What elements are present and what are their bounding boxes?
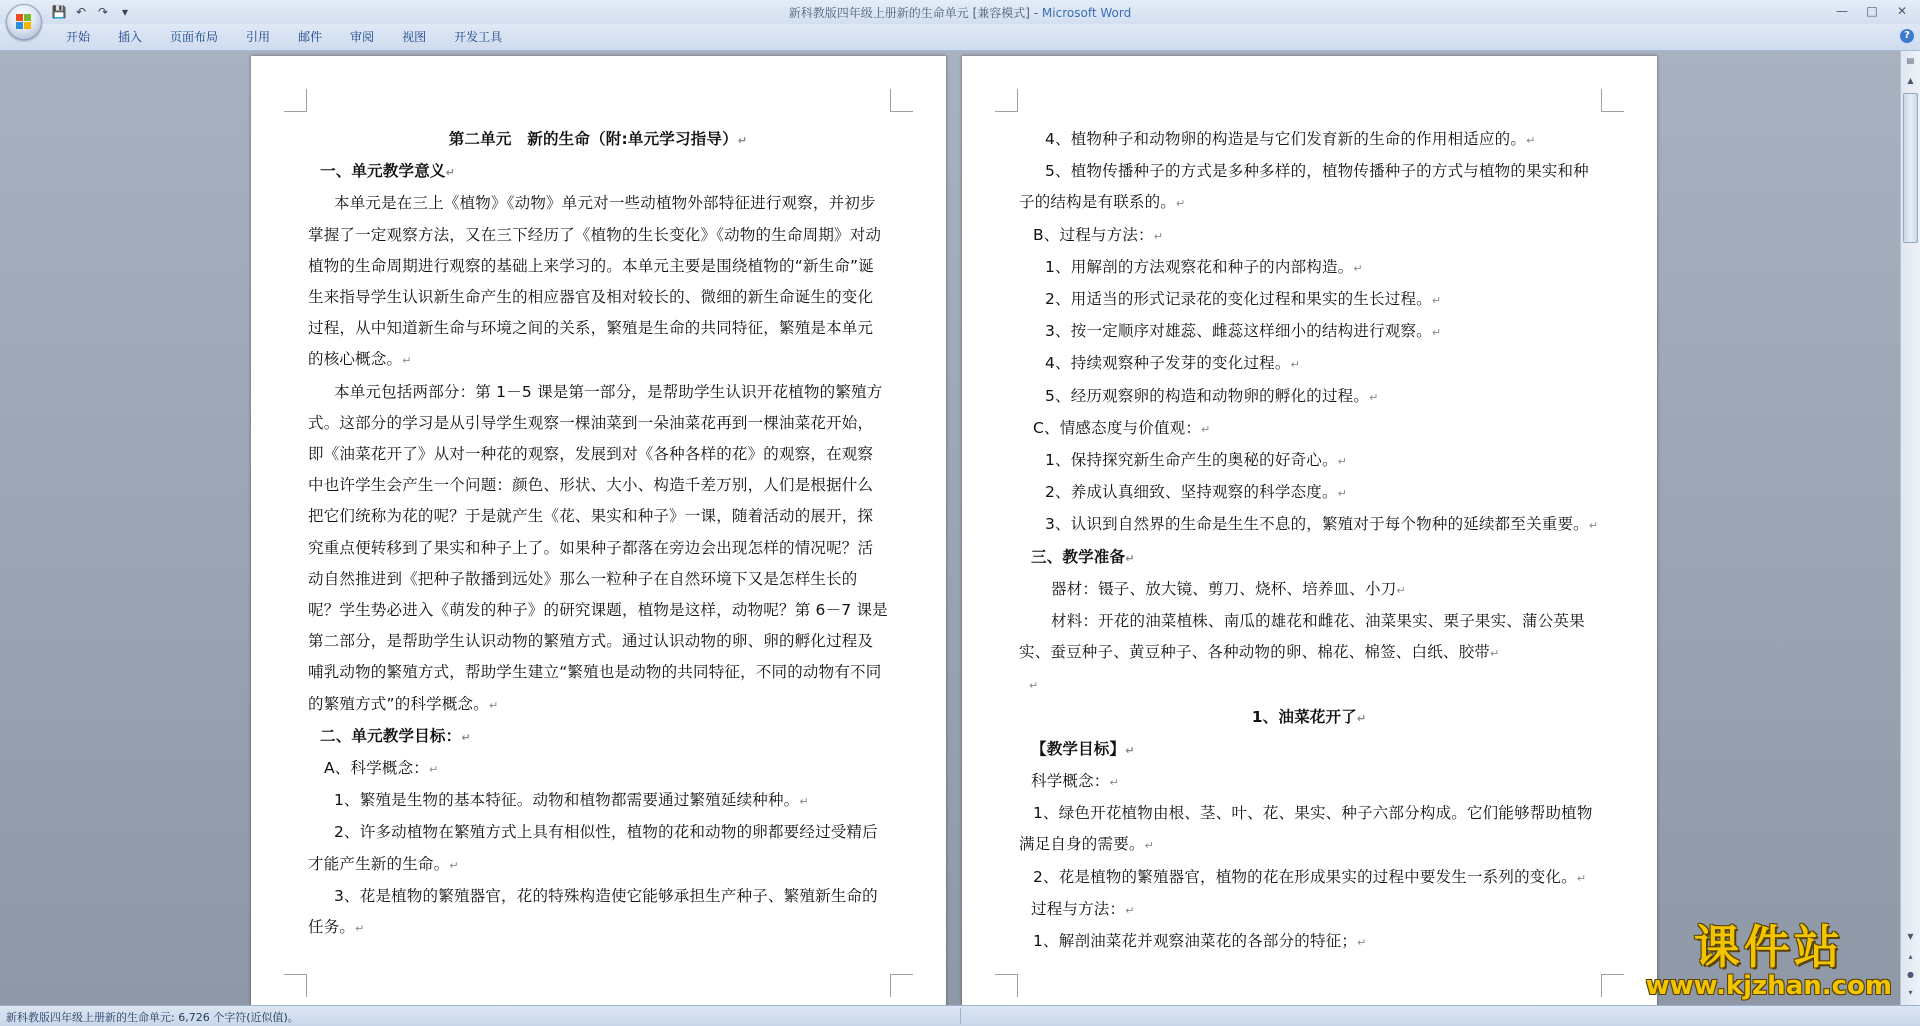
paragraph-text: 2、养成认真细致、坚持观察的科学态度。 (1045, 483, 1338, 502)
save-icon[interactable]: 💾 (51, 5, 67, 19)
paragraph-text: 材料：开花的油菜植株、南瓜的雄花和雌花、油菜果实、栗子果实、蒲公英果实、蚕豆种子、黄豆种子、各种动物的卵、棉花、棉签、白纸、胶带 (1019, 612, 1585, 662)
window-controls (1830, 2, 1914, 20)
margin-corner-top-right (890, 89, 913, 112)
close-button[interactable]: ✕ (1896, 4, 1908, 18)
paragraph-text: 4、持续观察种子发芽的变化过程。 (1045, 354, 1291, 373)
ribbon-tab[interactable]: 审阅 (350, 30, 375, 44)
redo-icon[interactable]: ↷ (97, 5, 109, 19)
page-right-text[interactable] (1019, 124, 1599, 958)
paragraph (308, 817, 888, 880)
paragraph (1019, 252, 1599, 284)
paragraph-mark: ↵ (1588, 519, 1599, 533)
paragraph (1019, 509, 1599, 541)
status-divider (960, 1008, 961, 1024)
paragraph-text: B、过程与方法： (1033, 225, 1154, 244)
paragraph-text: 三、教学准备 (1031, 547, 1126, 566)
paragraph (1019, 862, 1599, 894)
paragraph-text: 2、花是植物的繁殖器官，植物的花在形成果实的过程中要发生一系列的变化。 (1033, 867, 1577, 886)
ribbon-tabs (52, 29, 516, 45)
ribbon-tab[interactable]: 引用 (246, 30, 271, 44)
paragraph (1019, 381, 1599, 413)
app-name: Microsoft Word (1041, 6, 1132, 20)
paragraph-mark: ↵ (1369, 390, 1379, 404)
paragraph-mark: ↵ (449, 858, 459, 872)
ribbon-tab[interactable]: 开发工具 (454, 30, 503, 44)
paragraph-text: 5、植物传播种子的方式是多种多样的，植物传播种子的方式与植物的果实和种子的结构是有联系的。 (1019, 162, 1589, 212)
paragraph-text: 2、用适当的形式记录花的变化过程和果实的生长过程。 (1045, 290, 1432, 309)
paragraph (1019, 220, 1599, 252)
paragraph (1019, 124, 1599, 156)
paragraph-text: 本单元包括两部分：第 1－5 课是第一部分，是帮助学生认识开花植物的繁殖方式。这部分的学习是从引导学生观察一棵油菜到一朵油菜花再到一棵油菜花开始，即《油菜花开了》从对一种花的观察，发展到对《各种各样的花》的观察，在观察中也许学生会产生一个问题：颜色、形状、大小、构造千差万别，人们是根据什么把它们统称为花的呢？于是就产生《花、果实和种子》一课，随着活动的展开，探究重点便转移到了果实和种子上了。如果种子都落在旁边会出现怎样的情况呢？活动自然推进到《把种子散播到远处》那么一粒种子在自然环境下又是怎样生长的呢？学生势必进入《萌发的种子》的研究课题，植物是这样，动物呢？第 6－7 课是第二部分，是帮助学生认识动物的繁殖方式。通过认识动物的卵、卵的孵化过程及哺乳动物的繁殖方式，帮助学生建立“繁殖也是动物的共同特征，不同的动物有不同的繁殖方式”的科学概念。 (308, 382, 888, 713)
previous-page-icon[interactable]: ▴ (1908, 952, 1913, 961)
paragraph-text: 1、解剖油菜花并观察油菜花的各部分的特征； (1033, 932, 1358, 951)
paragraph-text: 1、绿色开花植物由根、茎、叶、花、果实、种子六部分构成。它们能够帮助植物满足自身的需要。 (1019, 804, 1593, 854)
paragraph-mark: ↵ (1290, 358, 1300, 372)
paragraph (308, 156, 888, 188)
document-workspace (0, 51, 1900, 1005)
restore-button[interactable]: □ (1866, 4, 1878, 18)
paragraph (308, 753, 888, 785)
watermark-logo (1646, 922, 1892, 1000)
paragraph-text: 一、单元教学意义 (320, 162, 446, 181)
paragraph (1019, 348, 1599, 380)
paragraph-text: 2、许多动植物在繁殖方式上具有相似性，植物的花和动物的卵都要经过受精后才能产生新的生命。 (308, 823, 878, 873)
scroll-up-icon[interactable]: ▲ (1907, 76, 1914, 85)
ribbon (0, 24, 1920, 51)
paragraph-mark: ↵ (1144, 839, 1155, 853)
paragraph-mark: ↵ (737, 134, 748, 147)
ribbon-tab[interactable]: 开始 (66, 30, 91, 44)
paragraph (308, 377, 888, 721)
paragraph (1019, 606, 1599, 669)
next-page-icon[interactable]: ▾ (1908, 988, 1913, 997)
paragraph (1019, 669, 1599, 701)
paragraph-mark: ↵ (1125, 743, 1135, 757)
paragraph-mark: ↵ (488, 698, 499, 712)
paragraph (308, 785, 888, 817)
paragraph-text: 3、认识到自然界的生命是生生不息的，繁殖对于每个物种的延续都至关重要。 (1045, 515, 1589, 534)
paragraph-mark: ↵ (1490, 647, 1500, 661)
margin-corner-top-right (1601, 89, 1624, 112)
paragraph-mark: ↵ (1576, 871, 1587, 885)
paragraph (308, 721, 888, 753)
paragraph-text: 1、繁殖是生物的基本特征。动物和植物都需要通过繁殖延续种种。 (334, 791, 800, 810)
scroll-down-icon[interactable]: ▼ (1907, 932, 1914, 941)
paragraph-text: A、科学概念： (324, 759, 430, 778)
status-bar (0, 1005, 1920, 1026)
paragraph-text: 3、按一定顺序对雄蕊、雌蕊这样细小的结构进行观察。 (1045, 322, 1432, 341)
paragraph (1019, 702, 1599, 734)
paragraph-mark: ↵ (1337, 487, 1348, 501)
paragraph-mark: ↵ (402, 354, 412, 368)
paragraph-mark: ↵ (1029, 679, 1039, 693)
paragraph-mark: ↵ (1357, 936, 1367, 950)
paragraph-mark: ↵ (1431, 326, 1442, 340)
help-icon[interactable]: ? (1900, 29, 1914, 43)
paragraph-mark: ↵ (1201, 422, 1211, 436)
window-title (0, 4, 1920, 21)
paragraph-text: 1、保持探究新生命产生的奥秘的好奇心。 (1045, 451, 1338, 470)
margin-corner-bottom-left (995, 974, 1018, 997)
paragraph (1019, 734, 1599, 766)
paragraph-mark: ↵ (799, 795, 809, 809)
ribbon-tab[interactable]: 页面布局 (170, 30, 219, 44)
paragraph-mark: ↵ (1526, 134, 1536, 147)
ribbon-tab[interactable]: 邮件 (298, 30, 323, 44)
paragraph-mark: ↵ (445, 166, 456, 180)
ribbon-tab[interactable]: 插入 (118, 30, 143, 44)
unit-title-text: 第二单元 新的生命（附:单元学习指导） (448, 130, 738, 148)
paragraph-text: 1、油菜花开了 (1251, 707, 1357, 726)
paragraph (1019, 445, 1599, 477)
page-right[interactable] (962, 56, 1657, 1005)
vertical-scrollbar[interactable] (1900, 51, 1920, 1005)
paragraph (1019, 798, 1599, 861)
paragraph-mark: ↵ (1109, 776, 1119, 790)
paragraph-mark: ↵ (1353, 261, 1363, 275)
paragraph-text: 【教学目标】 (1031, 739, 1126, 758)
paragraph-mark: ↵ (1176, 197, 1186, 211)
scroll-thumb[interactable] (1903, 93, 1918, 243)
unit-title (308, 124, 888, 156)
paragraph (1019, 574, 1599, 606)
title-bar (0, 0, 1920, 24)
paragraph-mark: ↵ (461, 730, 471, 744)
margin-corner-bottom-left (284, 974, 307, 997)
margin-corner-top-left (284, 89, 307, 112)
page-left[interactable] (251, 56, 946, 1005)
paragraph-mark: ↵ (1337, 455, 1348, 469)
paragraph-mark: ↵ (1431, 294, 1442, 308)
watermark-url: www.kjzhan.com (1645, 971, 1892, 1001)
paragraph-mark: ↵ (1125, 551, 1135, 565)
minimize-button[interactable]: — (1836, 4, 1848, 18)
paragraph (1019, 413, 1599, 445)
paragraph (1019, 766, 1599, 798)
paragraph-mark: ↵ (355, 922, 365, 936)
paragraph-text: 4、植物种子和动物卵的构造是与它们发育新的生命的作用相适应的。 (1045, 130, 1527, 148)
paragraph-mark: ↵ (429, 763, 439, 777)
paragraph (1019, 477, 1599, 509)
paragraph-text: 5、经历观察卵的构造和动物卵的孵化的过程。 (1045, 386, 1370, 405)
paragraph-text: 器材：镊子、放大镜、剪刀、烧杯、培养皿、小刀 (1051, 579, 1397, 598)
paragraph (1019, 542, 1599, 574)
watermark-title: 课件站 (1693, 920, 1844, 974)
paragraph-text: 1、用解剖的方法观察花和种子的内部构造。 (1045, 257, 1354, 276)
paragraph-text: C、情感态度与价值观： (1033, 418, 1202, 437)
document-title: 新科教版四年级上册新的生命单元 [兼容模式] - (788, 6, 1042, 20)
word-count-status[interactable]: 新科教版四年级上册新的生命单元: 6,726 个字符(近似值)。 (6, 1011, 299, 1024)
paragraph-text: 本单元是在三上《植物》《动物》单元对一些动植物外部特征进行观察，并初步掌握了一定观察方法，又在三下经历了《植物的生长变化》《动物的生命周期》对动植物的生命周期进行观察的基础上来学习的。本单元主要是围绕植物的“新生命”诞生来指导学生认识新生命产生的相应器官及相对较长的、微细的新生命诞生的变化过程，从中知道新生命与环境之间的关系，繁殖是生命的共同特征，繁殖是本单元的核心概念。 (308, 194, 882, 369)
margin-corner-bottom-right (890, 974, 913, 997)
paragraph (1019, 156, 1599, 219)
margin-corner-top-left (995, 89, 1018, 112)
customize-qat-icon[interactable]: ▾ (121, 5, 129, 19)
paragraph-mark: ↵ (1125, 903, 1135, 917)
paragraph (1019, 316, 1599, 348)
paragraph-mark: ↵ (1396, 583, 1406, 597)
page-left-text[interactable] (308, 124, 888, 944)
ribbon-tab[interactable]: 视图 (402, 30, 427, 44)
paragraph-text: 科学概念： (1031, 772, 1110, 791)
undo-icon[interactable]: ↶ (75, 5, 87, 19)
paragraph (1019, 894, 1599, 926)
paragraph (1019, 284, 1599, 316)
office-logo-icon (16, 14, 32, 30)
paragraph-text: 二、单元教学目标： (320, 726, 462, 745)
paragraph-mark: ↵ (1153, 229, 1164, 243)
paragraph (308, 188, 888, 376)
paragraph-mark: ↵ (1356, 711, 1367, 725)
paragraph (1019, 926, 1599, 958)
browse-object-icon[interactable]: ● (1907, 970, 1914, 979)
office-button[interactable] (6, 4, 42, 40)
ruler-toggle-icon[interactable]: ▤ (1906, 56, 1915, 65)
paragraph-text: 3、花是植物的繁殖器官，花的特殊构造使它能够承担生产种子、繁殖新生命的任务。 (308, 886, 878, 937)
paragraph (308, 881, 888, 944)
paragraph-text: 过程与方法： (1031, 899, 1126, 918)
margin-corner-bottom-right (1601, 974, 1624, 997)
